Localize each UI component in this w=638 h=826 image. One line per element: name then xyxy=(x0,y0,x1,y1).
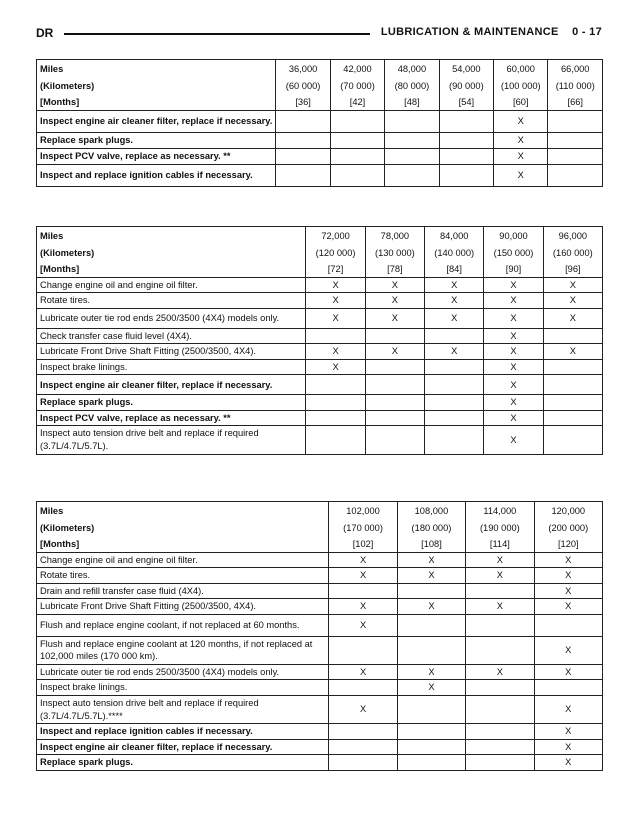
service-item: Lubricate Front Drive Shaft Fitting (2500/3500, 4X4). xyxy=(37,344,306,360)
service-item: Lubricate outer tie rod ends 2500/3500 (4X4) models only. xyxy=(37,308,306,328)
kilometers-header-row-value: (70 000) xyxy=(330,78,384,95)
service-mark: X xyxy=(543,277,602,293)
page-title xyxy=(381,26,602,38)
empty-cell xyxy=(329,755,397,771)
service-mark: X xyxy=(484,277,543,293)
service-item: Change engine oil and engine oil filter. xyxy=(37,552,329,568)
empty-cell xyxy=(365,426,424,454)
empty-cell xyxy=(330,132,384,148)
table-row xyxy=(37,426,603,454)
miles-header-row-value: 72,000 xyxy=(306,227,365,245)
kilometers-header-row xyxy=(37,78,603,95)
kilometers-header-row xyxy=(37,520,603,537)
empty-cell xyxy=(385,110,439,132)
service-item: Replace spark plugs. xyxy=(37,395,306,411)
service-item: Lubricate outer tie rod ends 2500/3500 (4X4) models only. xyxy=(37,664,329,680)
months-header-row-value: [114] xyxy=(466,536,534,552)
service-mark: X xyxy=(534,568,602,584)
service-item: Inspect and replace ignition cables if necessary. xyxy=(37,164,276,186)
service-mark: X xyxy=(329,696,397,724)
months-header-row xyxy=(37,94,603,110)
empty-cell xyxy=(439,110,493,132)
service-mark: X xyxy=(306,277,365,293)
miles-header-row-value: 60,000 xyxy=(494,60,548,78)
empty-cell xyxy=(548,132,603,148)
months-header-row xyxy=(37,261,603,277)
table-row xyxy=(37,110,603,132)
service-mark: X xyxy=(534,552,602,568)
empty-cell xyxy=(330,110,384,132)
service-mark: X xyxy=(425,277,484,293)
months-header-row-value: [60] xyxy=(494,94,548,110)
service-mark: X xyxy=(397,664,465,680)
empty-cell xyxy=(534,680,602,696)
empty-cell xyxy=(425,395,484,411)
empty-cell xyxy=(425,328,484,344)
empty-cell xyxy=(466,583,534,599)
table-row xyxy=(37,308,603,328)
table-row xyxy=(37,739,603,755)
table-row xyxy=(37,164,603,186)
empty-cell xyxy=(466,614,534,636)
empty-cell xyxy=(425,410,484,426)
empty-cell xyxy=(365,395,424,411)
service-mark: X xyxy=(484,344,543,360)
service-mark: X xyxy=(543,344,602,360)
months-header-row-value: [120] xyxy=(534,536,602,552)
service-mark: X xyxy=(425,344,484,360)
service-mark: X xyxy=(365,277,424,293)
miles-header-row-value: 114,000 xyxy=(466,502,534,520)
service-mark: X xyxy=(466,568,534,584)
kilometers-header-row xyxy=(37,245,603,262)
empty-cell xyxy=(397,755,465,771)
service-item: Inspect auto tension drive belt and replace if required (3.7L/4.7L/5.7L).**** xyxy=(37,696,329,724)
table-row xyxy=(37,148,603,164)
empty-cell xyxy=(543,328,602,344)
service-mark: X xyxy=(466,552,534,568)
service-mark: X xyxy=(494,132,548,148)
empty-cell xyxy=(425,375,484,395)
table-row xyxy=(37,359,603,375)
empty-cell xyxy=(276,132,330,148)
empty-cell xyxy=(306,375,365,395)
empty-cell xyxy=(365,328,424,344)
table-row xyxy=(37,680,603,696)
service-mark: X xyxy=(484,293,543,309)
service-mark: X xyxy=(534,636,602,664)
service-mark: X xyxy=(534,696,602,724)
months-header-row-value: [72] xyxy=(306,261,365,277)
miles-header-row-value: 84,000 xyxy=(425,227,484,245)
service-mark: X xyxy=(534,664,602,680)
empty-cell xyxy=(276,110,330,132)
service-mark: X xyxy=(329,568,397,584)
miles-header-row-label: Miles xyxy=(37,502,329,520)
empty-cell xyxy=(548,164,603,186)
kilometers-header-row-value: (130 000) xyxy=(365,245,424,262)
table-row xyxy=(37,636,603,664)
miles-header-row xyxy=(37,502,603,520)
empty-cell xyxy=(306,395,365,411)
miles-header-row xyxy=(37,227,603,245)
months-header-row-value: [84] xyxy=(425,261,484,277)
kilometers-header-row-value: (110 000) xyxy=(548,78,603,95)
service-mark: X xyxy=(397,599,465,615)
empty-cell xyxy=(385,148,439,164)
table-row xyxy=(37,277,603,293)
service-mark: X xyxy=(534,739,602,755)
service-mark: X xyxy=(329,614,397,636)
table-row xyxy=(37,568,603,584)
service-mark: X xyxy=(365,293,424,309)
service-mark: X xyxy=(484,359,543,375)
service-item: Flush and replace engine coolant at 120 months, if not replaced at 102,000 miles (170 000 km). xyxy=(37,636,329,664)
table-row xyxy=(37,755,603,771)
kilometers-header-row-value: (90 000) xyxy=(439,78,493,95)
service-mark: X xyxy=(329,664,397,680)
empty-cell xyxy=(543,410,602,426)
miles-header-row-value: 48,000 xyxy=(385,60,439,78)
empty-cell xyxy=(329,739,397,755)
service-item: Rotate tires. xyxy=(37,568,329,584)
empty-cell xyxy=(329,680,397,696)
miles-header-row-value: 78,000 xyxy=(365,227,424,245)
months-header-row-value: [90] xyxy=(484,261,543,277)
empty-cell xyxy=(306,328,365,344)
kilometers-header-row-value: (60 000) xyxy=(276,78,330,95)
service-mark: X xyxy=(484,426,543,454)
service-item: Inspect PCV valve, replace as necessary. ** xyxy=(37,410,306,426)
empty-cell xyxy=(439,148,493,164)
kilometers-header-row-value: (150 000) xyxy=(484,245,543,262)
service-mark: X xyxy=(484,395,543,411)
service-mark: X xyxy=(365,344,424,360)
kilometers-header-row-value: (180 000) xyxy=(397,520,465,537)
service-mark: X xyxy=(306,344,365,360)
chapter-title: LUBRICATION & MAINTENANCE xyxy=(380,26,559,38)
service-mark: X xyxy=(397,680,465,696)
maintenance-table-3 xyxy=(36,501,603,771)
service-item: Replace spark plugs. xyxy=(37,132,276,148)
empty-cell xyxy=(425,426,484,454)
service-item: Inspect and replace ignition cables if necessary. xyxy=(37,724,329,740)
table-row xyxy=(37,395,603,411)
miles-header-row-label: Miles xyxy=(37,227,306,245)
table-row xyxy=(37,328,603,344)
months-header-row-value: [36] xyxy=(276,94,330,110)
service-mark: X xyxy=(494,164,548,186)
empty-cell xyxy=(397,696,465,724)
months-header-row-value: [78] xyxy=(365,261,424,277)
empty-cell xyxy=(397,724,465,740)
empty-cell xyxy=(306,426,365,454)
empty-cell xyxy=(330,164,384,186)
empty-cell xyxy=(466,636,534,664)
service-mark: X xyxy=(543,308,602,328)
months-header-row-label: [Months] xyxy=(37,261,306,277)
empty-cell xyxy=(276,148,330,164)
miles-header-row-value: 102,000 xyxy=(329,502,397,520)
months-header-row-label: [Months] xyxy=(37,94,276,110)
service-mark: X xyxy=(534,599,602,615)
miles-header-row-label: Miles xyxy=(37,60,276,78)
empty-cell xyxy=(330,148,384,164)
service-mark: X xyxy=(306,359,365,375)
empty-cell xyxy=(385,164,439,186)
kilometers-header-row-label: (Kilometers) xyxy=(37,245,306,262)
table-row xyxy=(37,410,603,426)
service-mark: X xyxy=(466,599,534,615)
table-row xyxy=(37,375,603,395)
table-row xyxy=(37,132,603,148)
empty-cell xyxy=(397,739,465,755)
service-mark: X xyxy=(306,308,365,328)
table-row xyxy=(37,614,603,636)
empty-cell xyxy=(548,110,603,132)
service-item: Check transfer case fluid level (4X4). xyxy=(37,328,306,344)
service-mark: X xyxy=(329,552,397,568)
service-mark: X xyxy=(534,724,602,740)
miles-header-row-value: 90,000 xyxy=(484,227,543,245)
empty-cell xyxy=(548,148,603,164)
page-number: 0 - 17 xyxy=(572,26,602,38)
kilometers-header-row-label: (Kilometers) xyxy=(37,520,329,537)
empty-cell xyxy=(439,164,493,186)
miles-header-row-value: 36,000 xyxy=(276,60,330,78)
table-row xyxy=(37,696,603,724)
page-header xyxy=(36,26,602,42)
kilometers-header-row-value: (120 000) xyxy=(306,245,365,262)
service-mark: X xyxy=(484,410,543,426)
empty-cell xyxy=(543,359,602,375)
months-header-row-value: [96] xyxy=(543,261,602,277)
service-mark: X xyxy=(425,308,484,328)
service-item: Lubricate Front Drive Shaft Fitting (2500/3500, 4X4). xyxy=(37,599,329,615)
empty-cell xyxy=(466,680,534,696)
empty-cell xyxy=(306,410,365,426)
empty-cell xyxy=(466,755,534,771)
service-mark: X xyxy=(329,599,397,615)
months-header-row-value: [48] xyxy=(385,94,439,110)
service-mark: X xyxy=(397,568,465,584)
table-row xyxy=(37,664,603,680)
kilometers-header-row-label: (Kilometers) xyxy=(37,78,276,95)
miles-header-row-value: 108,000 xyxy=(397,502,465,520)
header-rule xyxy=(64,33,370,35)
empty-cell xyxy=(397,614,465,636)
miles-header-row-value: 54,000 xyxy=(439,60,493,78)
service-item: Replace spark plugs. xyxy=(37,755,329,771)
service-item: Inspect engine air cleaner filter, replace if necessary. xyxy=(37,110,276,132)
kilometers-header-row-value: (140 000) xyxy=(425,245,484,262)
kilometers-header-row-value: (170 000) xyxy=(329,520,397,537)
service-mark: X xyxy=(365,308,424,328)
service-mark: X xyxy=(466,664,534,680)
empty-cell xyxy=(365,410,424,426)
table-row xyxy=(37,293,603,309)
maintenance-table-2 xyxy=(36,226,603,455)
kilometers-header-row-value: (80 000) xyxy=(385,78,439,95)
months-header-row-value: [102] xyxy=(329,536,397,552)
miles-header-row-value: 120,000 xyxy=(534,502,602,520)
months-header-row-label: [Months] xyxy=(37,536,329,552)
table-row xyxy=(37,724,603,740)
service-mark: X xyxy=(484,308,543,328)
table-row xyxy=(37,552,603,568)
maintenance-table-1 xyxy=(36,59,603,187)
section-code: DR xyxy=(36,26,54,40)
empty-cell xyxy=(425,359,484,375)
empty-cell xyxy=(397,636,465,664)
miles-header-row xyxy=(37,60,603,78)
service-item: Inspect auto tension drive belt and replace if required (3.7L/4.7L/5.7L). xyxy=(37,426,306,454)
empty-cell xyxy=(534,614,602,636)
service-mark: X xyxy=(534,583,602,599)
empty-cell xyxy=(543,426,602,454)
service-mark: X xyxy=(425,293,484,309)
service-mark: X xyxy=(494,110,548,132)
service-mark: X xyxy=(484,328,543,344)
empty-cell xyxy=(365,359,424,375)
empty-cell xyxy=(397,583,465,599)
service-mark: X xyxy=(484,375,543,395)
service-item: Inspect engine air cleaner filter, replace if necessary. xyxy=(37,375,306,395)
table-row xyxy=(37,344,603,360)
service-item: Inspect PCV valve, replace as necessary. ** xyxy=(37,148,276,164)
service-item: Inspect brake linings. xyxy=(37,359,306,375)
service-item: Inspect engine air cleaner filter, replace if necessary. xyxy=(37,739,329,755)
empty-cell xyxy=(439,132,493,148)
empty-cell xyxy=(543,375,602,395)
kilometers-header-row-value: (190 000) xyxy=(466,520,534,537)
service-item: Inspect brake linings. xyxy=(37,680,329,696)
service-mark: X xyxy=(543,293,602,309)
table-row xyxy=(37,599,603,615)
service-item: Flush and replace engine coolant, if not replaced at 60 months. xyxy=(37,614,329,636)
months-header-row-value: [54] xyxy=(439,94,493,110)
empty-cell xyxy=(466,724,534,740)
kilometers-header-row-value: (100 000) xyxy=(494,78,548,95)
months-header-row-value: [42] xyxy=(330,94,384,110)
miles-header-row-value: 66,000 xyxy=(548,60,603,78)
table-row xyxy=(37,583,603,599)
months-header-row xyxy=(37,536,603,552)
empty-cell xyxy=(466,739,534,755)
empty-cell xyxy=(329,636,397,664)
miles-header-row-value: 96,000 xyxy=(543,227,602,245)
kilometers-header-row-value: (160 000) xyxy=(543,245,602,262)
kilometers-header-row-value: (200 000) xyxy=(534,520,602,537)
empty-cell xyxy=(276,164,330,186)
empty-cell xyxy=(385,132,439,148)
empty-cell xyxy=(329,724,397,740)
months-header-row-value: [66] xyxy=(548,94,603,110)
empty-cell xyxy=(543,395,602,411)
months-header-row-value: [108] xyxy=(397,536,465,552)
empty-cell xyxy=(329,583,397,599)
service-mark: X xyxy=(534,755,602,771)
service-mark: X xyxy=(494,148,548,164)
service-item: Change engine oil and engine oil filter. xyxy=(37,277,306,293)
service-mark: X xyxy=(306,293,365,309)
empty-cell xyxy=(466,696,534,724)
service-item: Drain and refill transfer case fluid (4X4). xyxy=(37,583,329,599)
empty-cell xyxy=(365,375,424,395)
service-mark: X xyxy=(397,552,465,568)
service-item: Rotate tires. xyxy=(37,293,306,309)
miles-header-row-value: 42,000 xyxy=(330,60,384,78)
